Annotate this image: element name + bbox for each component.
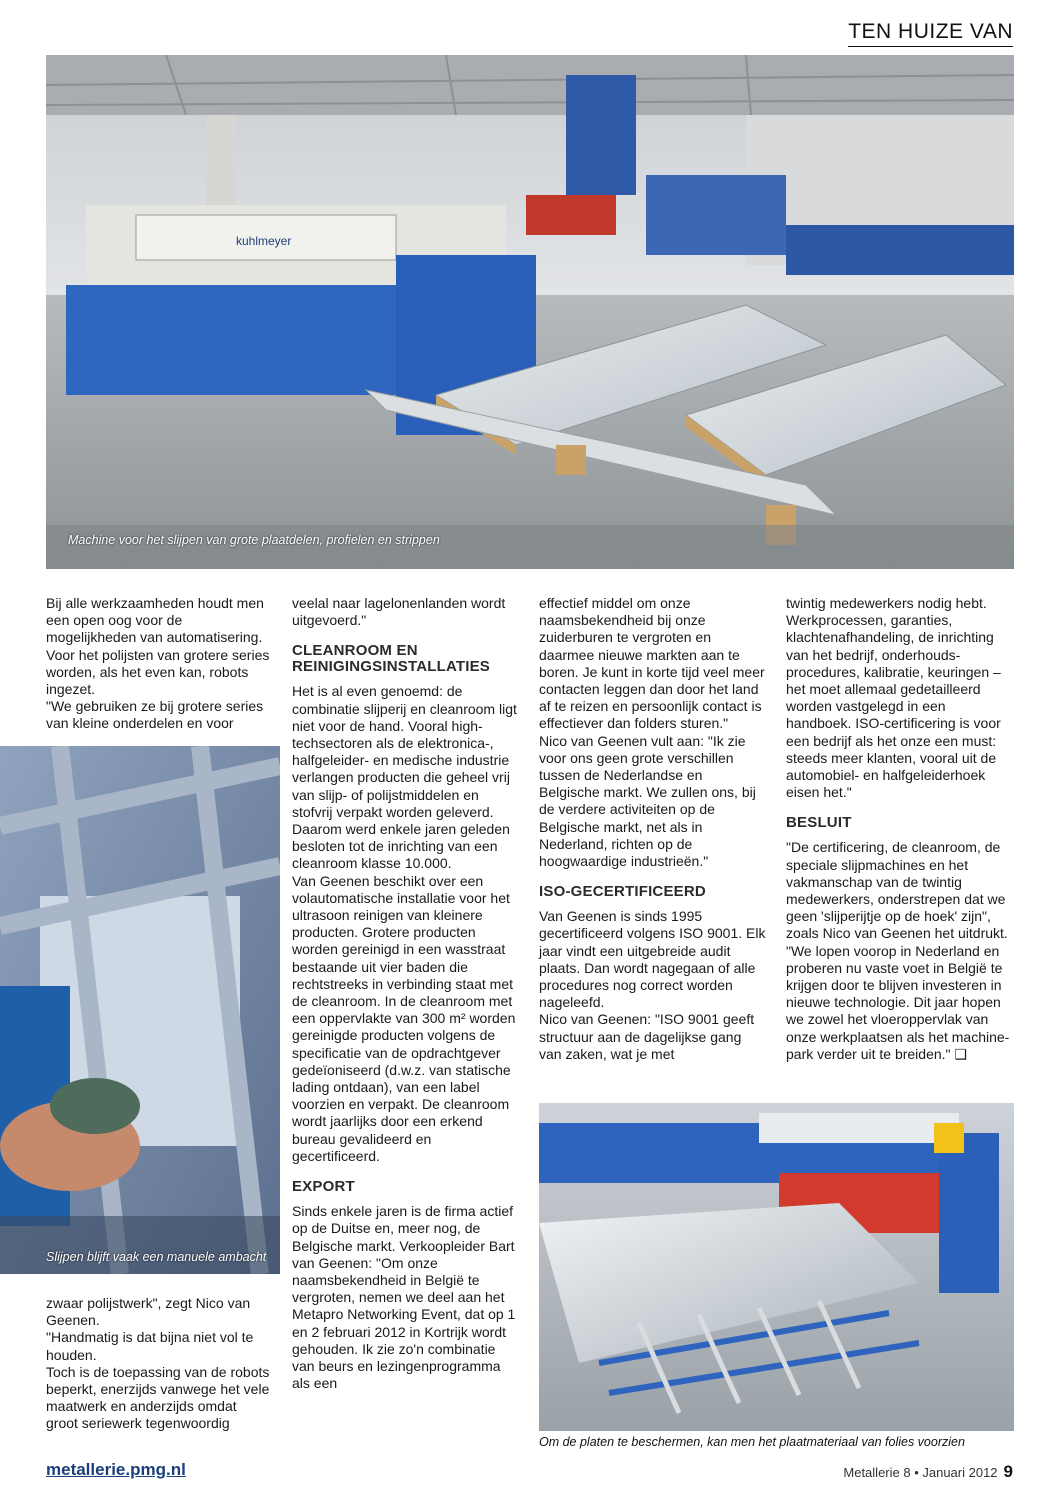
col2-paragraph-3: Van Geenen beschikt over een volautomatische installatie voor het ultrasoon reinigen van kleinere producten. Grotere producten worden gereinigd in een wasstraat bestaande uit vier baden die rechtstreeks in verbinding staat met de cleanroom. In de cleanroom met een oppervlakte van 300 m² worden gereinigde producten volgens de specificatie van de opdrachtgever gedeïoniseerd (d.w.z. van statische lading ontdaan), van een label voorzien en verpakt. De cleanroom wordt jaarlijks door een erkend bureau gevalideerd en gecertificeerd. [292,872,516,1164]
col4-paragraph-1: twintig medewerkers nodig hebt. Werkprocessen, garanties, klachtenafhandeling, de inrichting van het bedrijf, onderhouds-procedures, kalibratie, keuringen – het moet allemaal gedetailleerd worden vastgelegd in een handboek. ISO-certificering is voor een bedrijf als het onze een must: steeds meer klanten, vooral uit de automobiel- en halfgeleiderhoek eisen het." [786,595,1001,801]
section-label: TEN HUIZE VAN [848,20,1013,47]
foil-laminating-image [539,1103,1014,1431]
issue-label: Metallerie 8 • Januari 2012 [843,1465,998,1480]
column-1-top [46,595,271,733]
col3-paragraph-1: effectief middel om onze naamsbekendheid bij onze zuiderburen te vergroten en daarmee nieuwe markten aan te boren. Je kunt in korte tijd veel meer contacten leggen dan door het land af te reizen en persoonlijk contact is effectiever dan folders sturen." [539,595,765,732]
machine-brand-label: kuhlmeyer [236,234,292,248]
heading-export: EXPORT [292,1178,355,1196]
col1-paragraph-2: "We gebruiken ze bij grotere series van kleine onderdelen en voor [46,698,264,732]
column-2 [292,595,520,1392]
top-photo-caption: Machine voor het slijpen van grote plaatdelen, profielen en strippen [68,533,440,547]
column-4 [786,595,1014,1063]
manual-grinding-image [0,746,280,1274]
heading-iso: ISO-GECERTIFICEERD [539,883,706,901]
col1-paragraph-4: "Handmatig is dat bijna niet vol te houden. [46,1329,254,1363]
top-photo [46,55,1014,569]
issue-info [843,1462,1013,1482]
col3-paragraph-4: Nico van Geenen: "ISO 9001 geeft structuur aan de dagelijkse gang van zaken, wat je met [539,1011,755,1062]
heading-cleanroom: CLEANROOM EN REINIGINGSINSTALLATIES [292,642,491,676]
left-photo-caption: Slijpen blijft vaak een manuele ambacht [46,1250,267,1264]
page-number: 9 [1003,1462,1013,1481]
col2-paragraph-1: veelal naar lagelonenlanden wordt uitgevoerd." [292,595,506,629]
col3-paragraph-2: Nico van Geenen vult aan: "Ik zie voor ons geen grote verschillen tussen de Nederlandse en Belgische markt. We zullen ons, bij de verdere activiteiten op de Belgische markt, net als in Nederland, richten op de hoogwaardige industrieën." [539,732,756,870]
col1-paragraph-3: zwaar polijstwerk", zegt Nico van Geenen. [46,1295,251,1329]
col1-paragraph-1: Bij alle werkzaamheden houdt men een open oog voor de mogelijkheden van automatisering. Voor het polijsten van grotere series worden, als het even kan, robots ingezet. [46,595,270,698]
col2-paragraph-2: Het is al even genoemd: de combinatie slijperij en cleanroom ligt niet voor de hand. Vooral high-techsectoren als de elektronica-, halfgeleider- en medische industrie verlangen producten die geheel vrij van slijp- of polijstmiddelen en stofvrij verpakt worden geleverd. Daarom werd enkele jaren geleden besloten tot de inrichting van een cleanroom klasse 10.000. [292,683,517,872]
bottom-photo-caption: Om de platen te beschermen, kan men het plaatmateriaal van folies voorzien [539,1435,965,1449]
website-link[interactable]: metallerie.pmg.nl [46,1460,186,1479]
col1-paragraph-5: Toch is de toepassing van de robots beperkt, enerzijds vanwege het vele maatwerk en anderzijds omdat groot seriewerk tegenwoordig [46,1363,270,1432]
col2-paragraph-4: Sinds enkele jaren is de firma actief op de Duitse en, meer nog, de Belgische markt. Verkoopleider Bart van Geenen: "Om onze naamsbekendheid in België te vergroten, nemen we deel aan het Metapro Networking Event, dat op 1 en 2 februari 2012 in Kortrijk wordt gehouden. Ik zie zo'n combinatie van beurs en lezingenprogramma als een [292,1203,516,1392]
left-photo [0,746,280,1274]
heading-besluit: BESLUIT [786,814,852,832]
col4-paragraph-2: "De certificering, de cleanroom, de speciale slijpmachines en het vakmanschap van de twintig medewerkers, onderstrepen dat we geen 'slijperijtje op de hoek' zijn", zoals Nico van Geenen het uitdrukt. "We lopen voorop in Nederland en proberen nu vaste voet in België te krijgen door te blijven investeren in nieuwe technologie. Dit jaar hopen we zowel het vloeroppervlak van onze werkplaatsen als het machine-park verder uit te breiden." ❑ [786,839,1010,1062]
bottom-right-photo [539,1103,1014,1431]
column-3 [539,595,767,1063]
factory-machine-image [46,55,1014,569]
column-1-bottom [46,1295,271,1433]
col3-paragraph-3: Van Geenen is sinds 1995 gecertificeerd volgens ISO 9001. Elk jaar vindt een uitgebreide audit plaats. Dan wordt nagegaan of alle procedures nog correct worden nageleefd. [539,908,766,1011]
